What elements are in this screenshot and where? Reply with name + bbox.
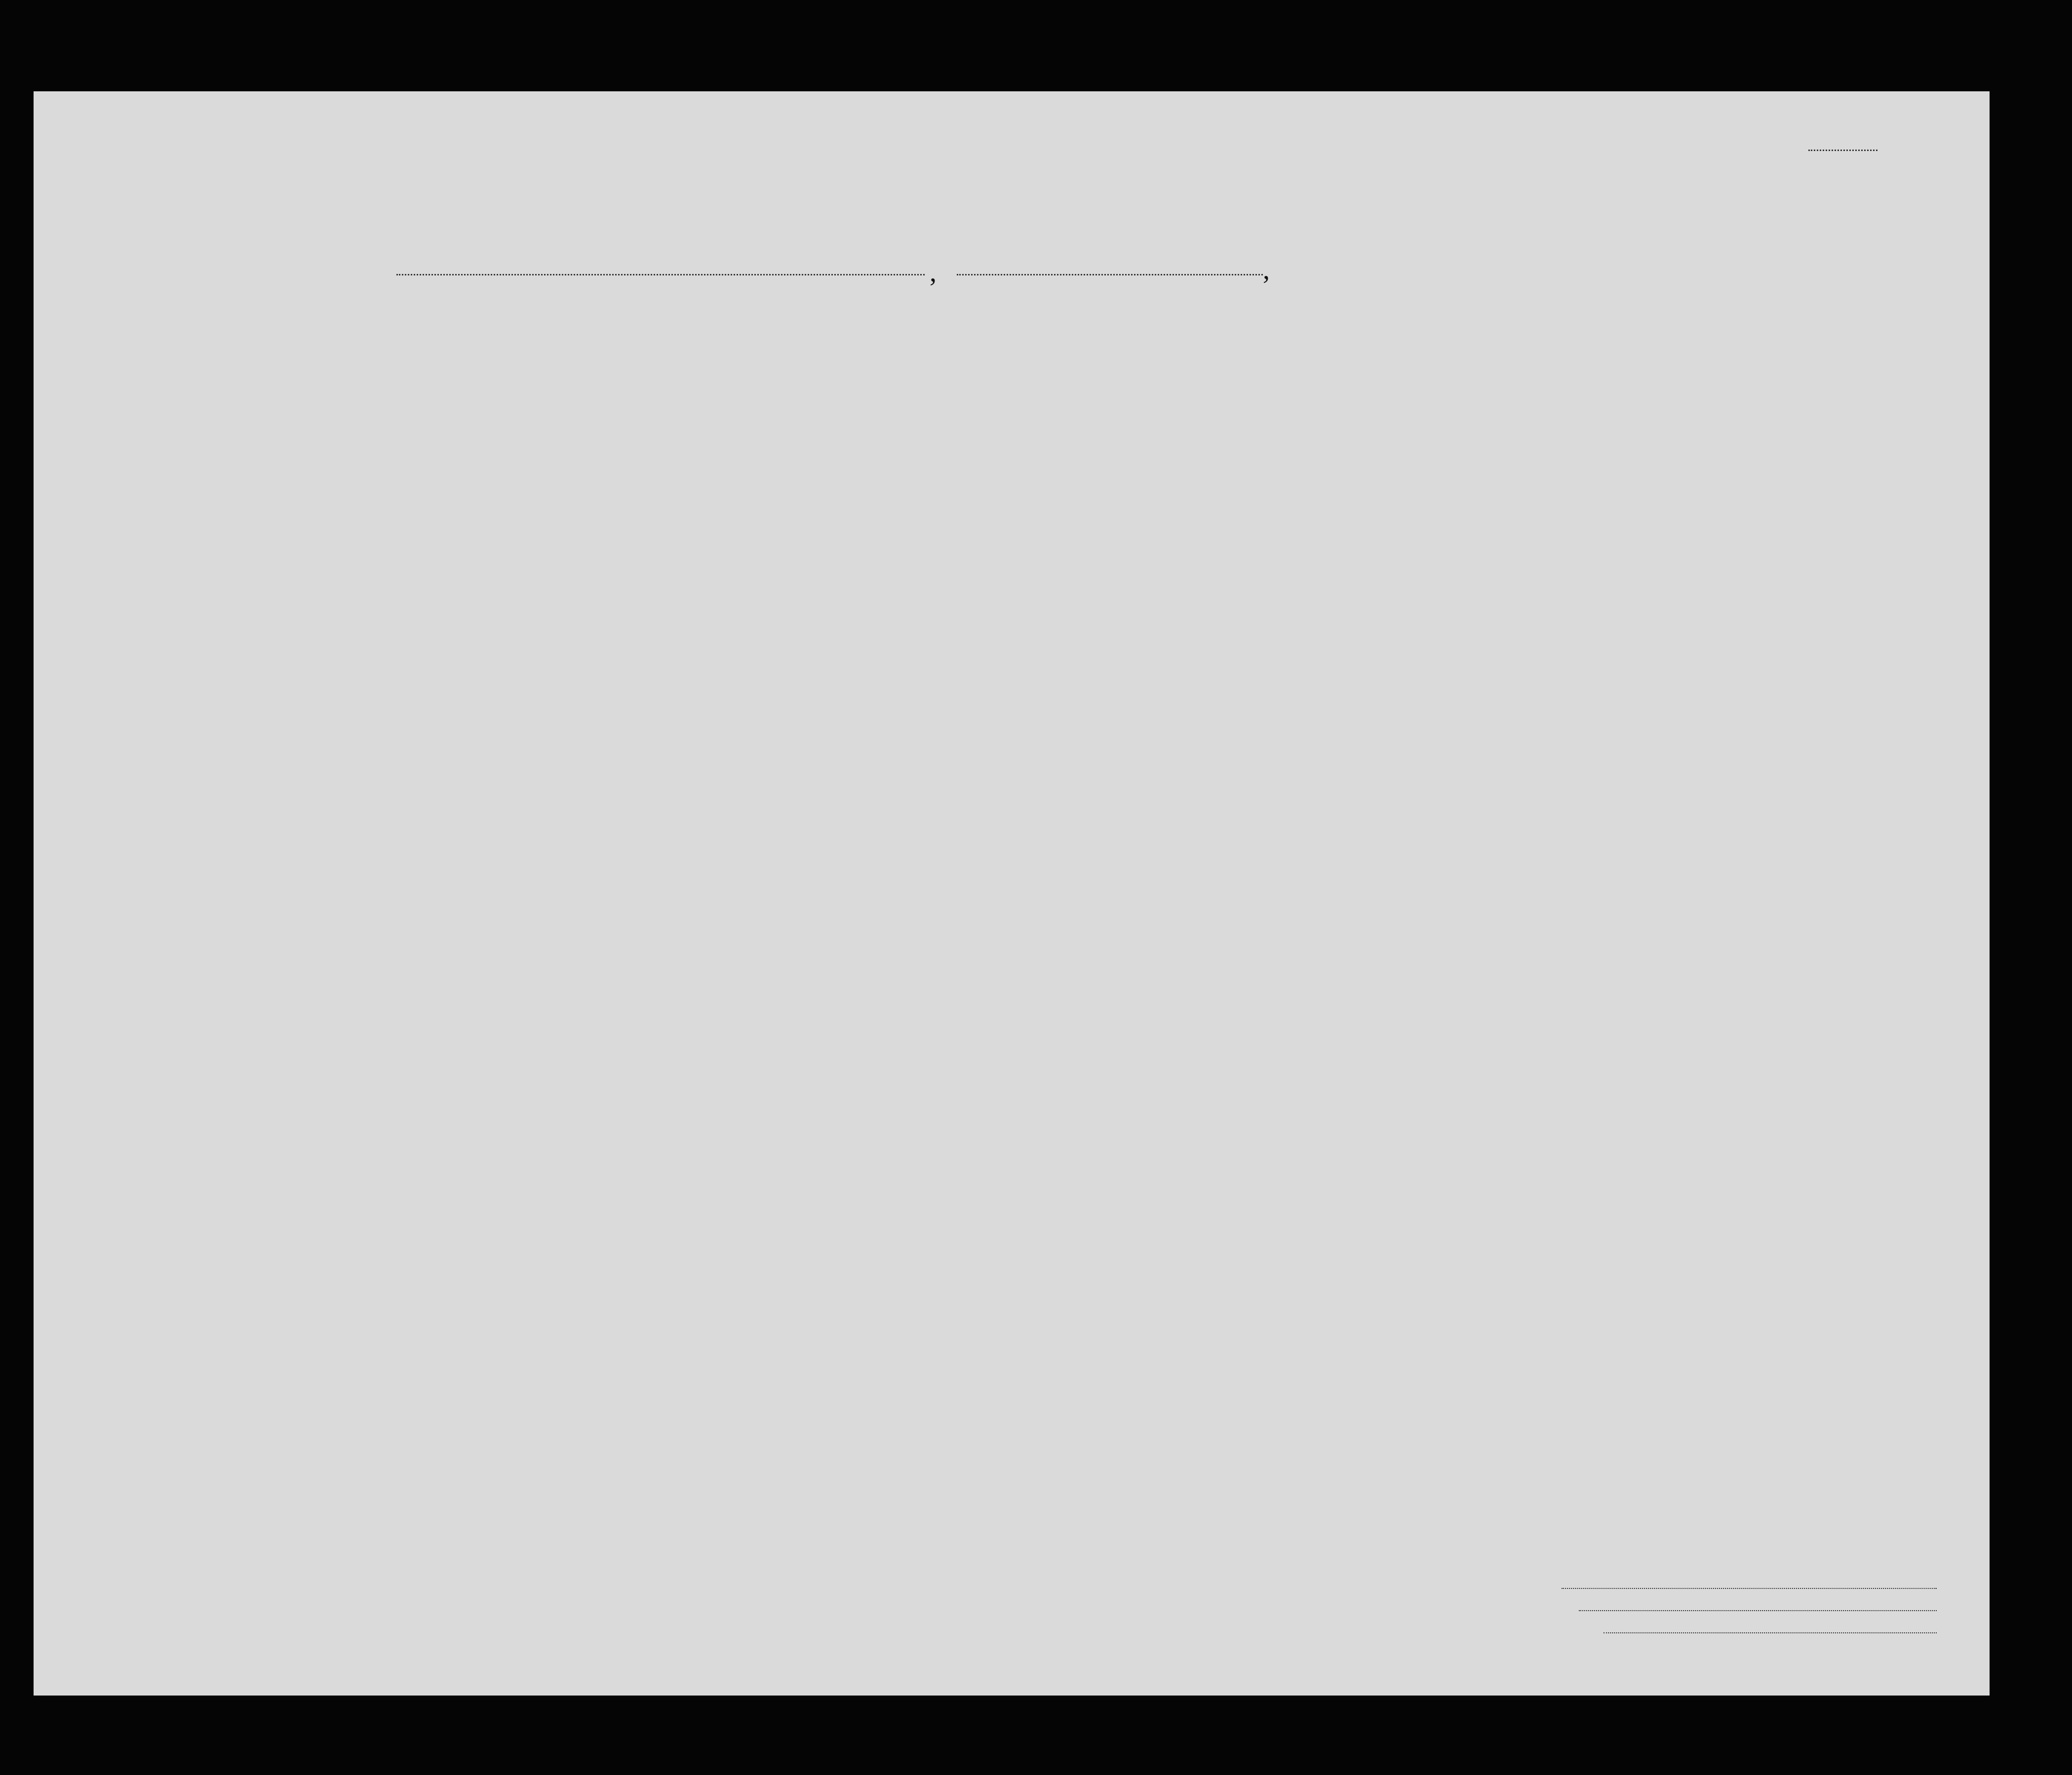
line-underline (1562, 1588, 1937, 1589)
owners-underline (1579, 1610, 1937, 1611)
table-grid (34, 91, 1990, 1696)
local-agents-underline (1603, 1632, 1937, 1633)
comma-1: , (930, 257, 937, 288)
comma-2: , (1263, 255, 1270, 285)
manifest-sheet (34, 91, 1990, 1696)
